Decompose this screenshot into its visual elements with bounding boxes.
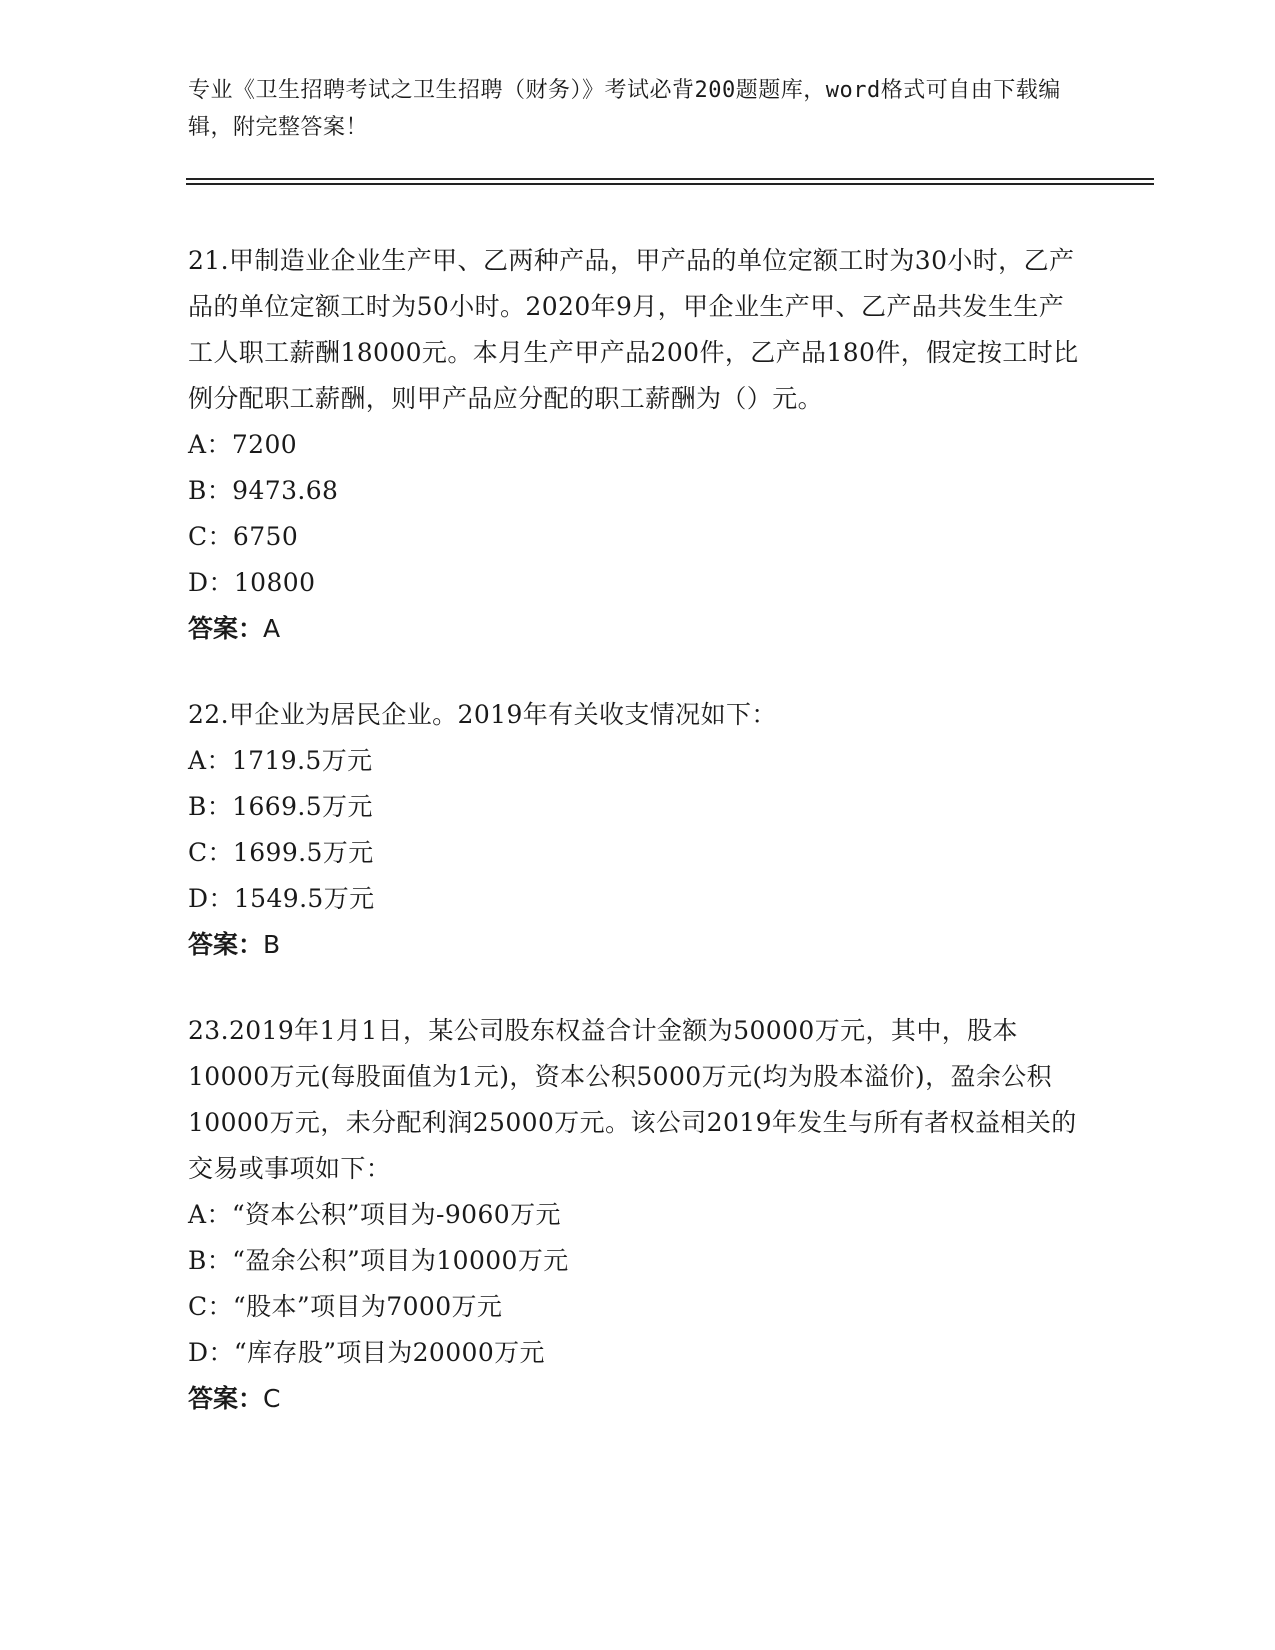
answer-label: 答案：: [188, 1384, 264, 1413]
option-c: C：“股本”项目为7000万元: [188, 1292, 503, 1321]
question-stem: 23.2019年1月1日，某公司股东权益合计金额为50000万元，其中，股本10000万元(每股面值为1元)，资本公积5000万元(均为股本溢价)，盈余公积10000万元，未分配利润25000万元。该公司2019年发生与所有者权益相关的交易或事项如下：: [188, 1016, 1077, 1183]
answer-line: [188, 606, 1088, 652]
option-c: C：6750: [188, 522, 299, 551]
question-21: [188, 238, 1088, 652]
answer-label: 答案：: [188, 930, 264, 959]
header-divider-bottom: [186, 183, 1154, 185]
option-a: A：“资本公积”项目为-9060万元: [188, 1200, 561, 1229]
question-stem: 21.甲制造业企业生产甲、乙两种产品，甲产品的单位定额工时为30小时，乙产品的单位定额工时为50小时。2020年9月，甲企业生产甲、乙产品共发生生产工人职工薪酬18000元。本月生产甲产品200件，乙产品180件，假定按工时比例分配职工薪酬，则甲产品应分配的职工薪酬为（）元。: [188, 246, 1079, 413]
option-c: C：1699.5万元: [188, 838, 374, 867]
document-header: [188, 72, 1068, 146]
question-stem: 22.甲企业为居民企业。2019年有关收支情况如下：: [188, 700, 777, 729]
option-a: A：1719.5万元: [188, 746, 373, 775]
option-d: D：“库存股”项目为20000万元: [188, 1338, 545, 1367]
option-b: B：1669.5万元: [188, 792, 373, 821]
option-d: D：10800: [188, 568, 316, 597]
option-d: D：1549.5万元: [188, 884, 375, 913]
header-text: 专业《卫生招聘考试之卫生招聘（财务）》考试必背200题题库，word格式可自由下载编辑，附完整答案！: [188, 78, 1061, 140]
question-22: [188, 692, 1088, 968]
question-23: [188, 1008, 1088, 1422]
header-divider-top: [186, 178, 1154, 180]
answer-value: C: [263, 1384, 281, 1413]
option-a: A：7200: [188, 430, 298, 459]
option-b: B：9473.68: [188, 476, 339, 505]
answer-label: 答案：: [188, 614, 264, 643]
option-b: B：“盈余公积”项目为10000万元: [188, 1246, 569, 1275]
question-list: [188, 238, 1088, 1462]
answer-value: B: [263, 930, 281, 959]
answer-line: [188, 922, 1088, 968]
answer-line: [188, 1376, 1088, 1422]
answer-value: A: [263, 614, 281, 643]
